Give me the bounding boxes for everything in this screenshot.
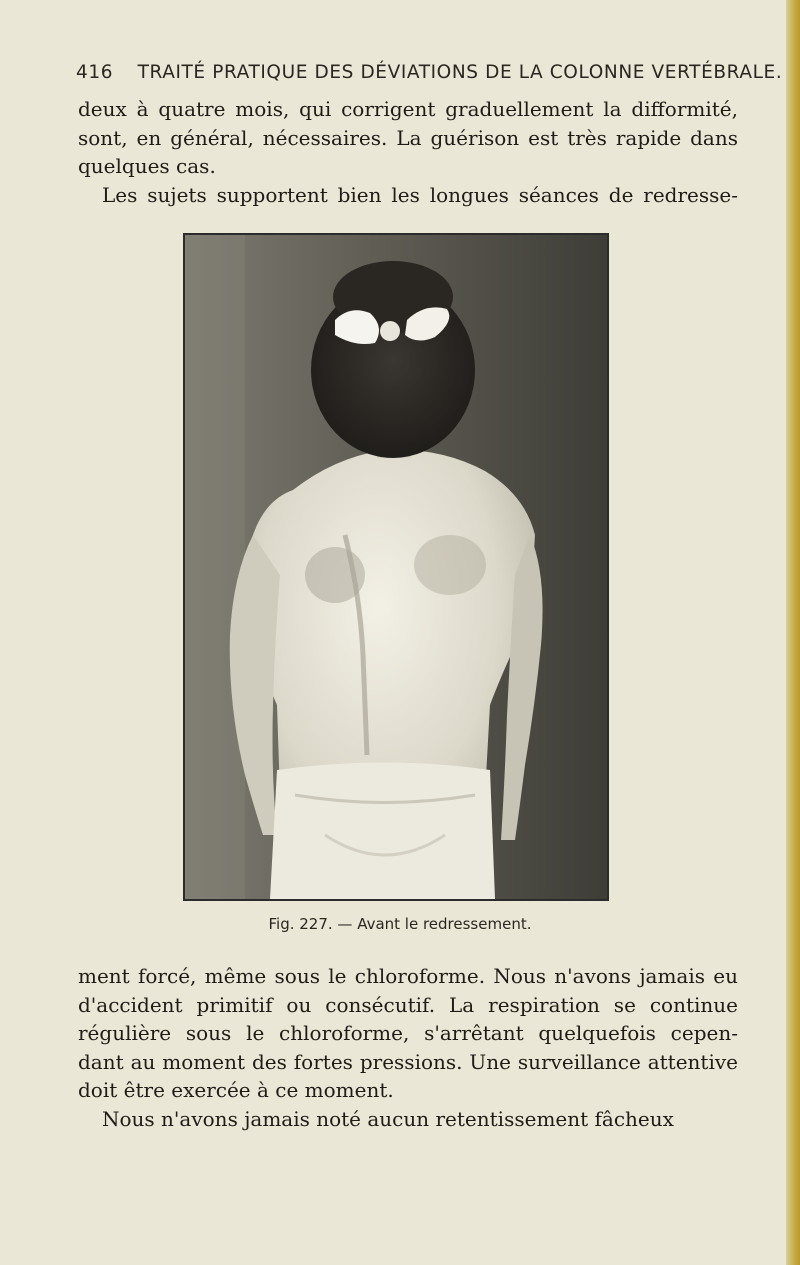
- text-line: d'accident primitif ou consécutif. La respiration se continue: [78, 992, 738, 1017]
- figure-photograph: [183, 233, 609, 901]
- text-line: Les sujets supportent bien les longues séances de redresse-: [102, 182, 738, 207]
- text-line: Nous n'avons jamais noté aucun retentissement fâcheux: [102, 1106, 674, 1131]
- text-line: sont, en général, nécessaires. La guérison est très rapide dans: [78, 125, 738, 150]
- text-line: dant au moment des fortes pressions. Une surveillance attentive: [78, 1049, 738, 1074]
- photograph-back-view: [185, 235, 607, 899]
- paragraph-bottom: [78, 962, 738, 1133]
- running-head: [76, 62, 782, 83]
- figure-caption: Fig. 227. — Avant le redressement.: [268, 915, 532, 933]
- text-line: deux à quatre mois, qui corrigent graduellement la difformité,: [78, 97, 738, 121]
- text-line: régulière sous le chloroforme, s'arrêtant quelquefois cepen-: [78, 1021, 738, 1045]
- page-edge: [786, 0, 800, 1265]
- text-line: quelques cas.: [78, 154, 216, 178]
- paragraph-top: [78, 95, 738, 209]
- text-line: doit être exercée à ce moment.: [78, 1078, 394, 1102]
- page-number: 416: [76, 62, 114, 83]
- running-head-title: TRAITÉ PRATIQUE DES DÉVIATIONS DE LA COLONNE VERTÉBRALE.: [137, 62, 783, 83]
- text-line: ment forcé, même sous le chloroforme. Nous n'avons jamais eu: [78, 964, 738, 988]
